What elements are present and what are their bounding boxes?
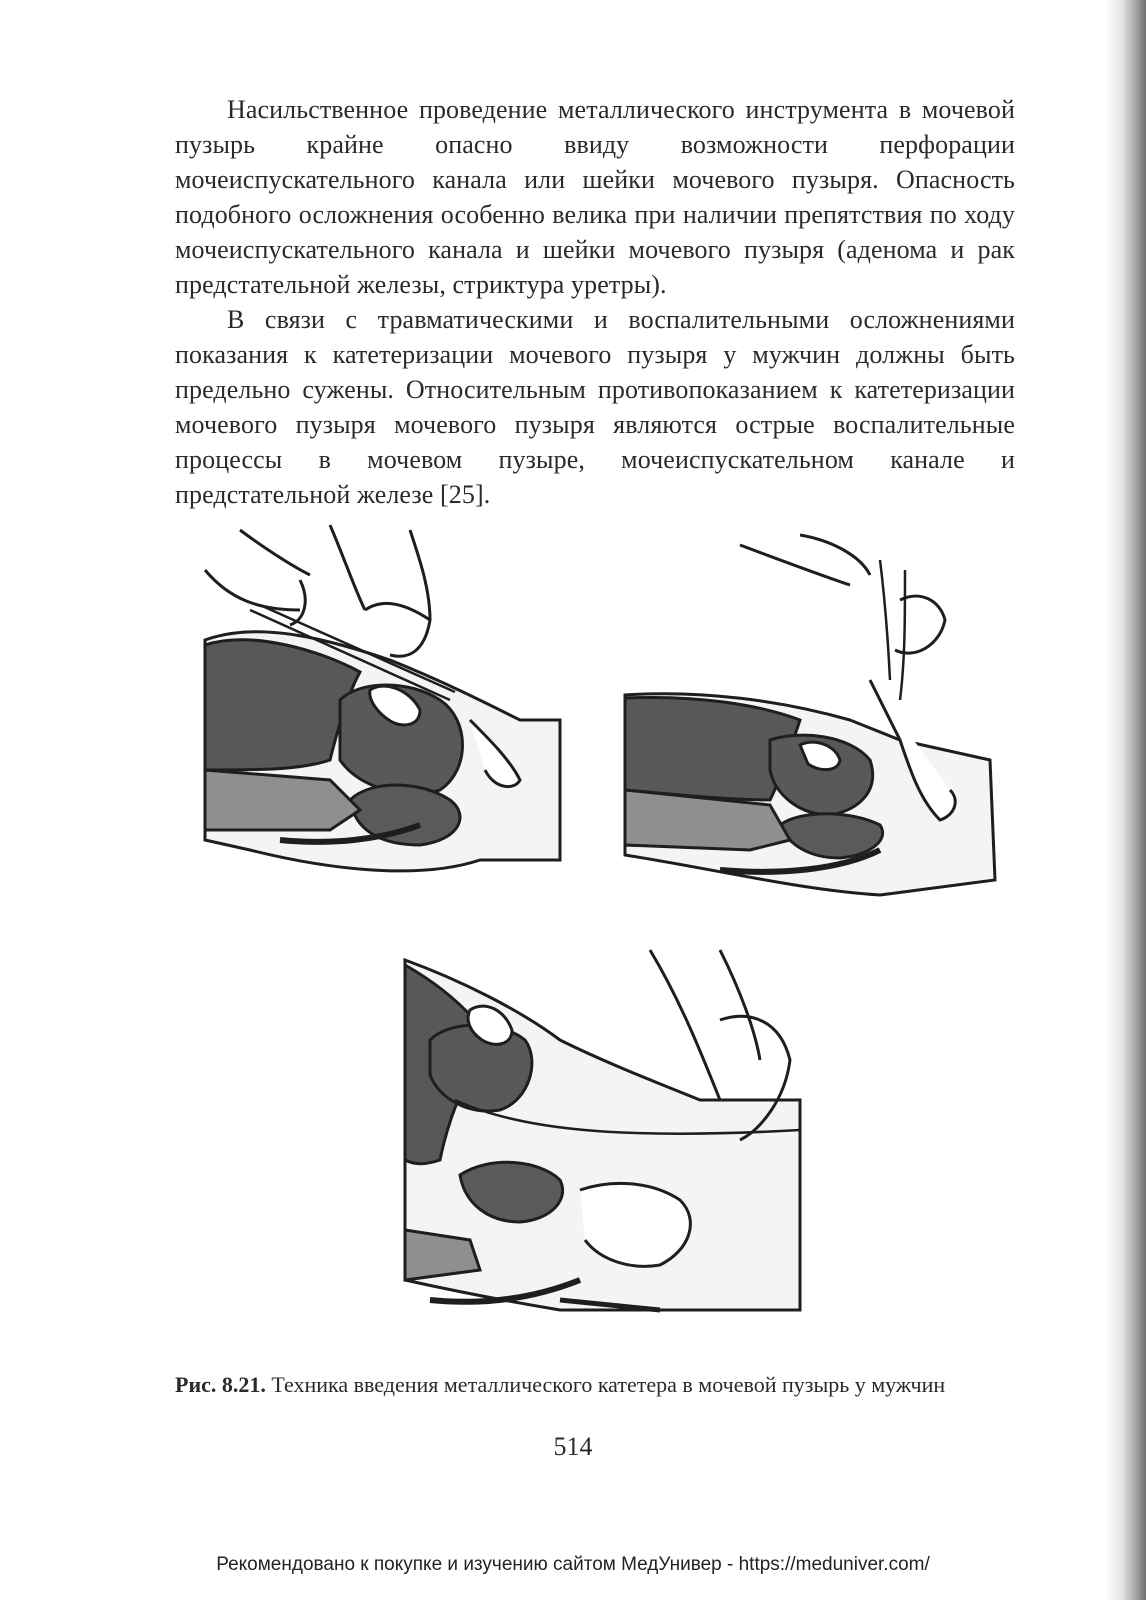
body-text (175, 92, 1015, 512)
page-number: 514 (553, 1432, 593, 1461)
figure-panel-2 (625, 535, 995, 895)
figure-caption-label: Рис. 8.21. (175, 1372, 266, 1397)
figure-panel-3 (405, 950, 800, 1310)
figure-panel-1 (205, 525, 560, 871)
figure-caption-text: Техника введения металлического катетера в мочевой пузырь у мужчин (265, 1372, 946, 1397)
figure-caption (175, 1370, 1020, 1400)
paragraph-2: В связи с травматическими и воспалительными осложнениями показания к катетеризации мочевого пузыря у мужчин должны быть предельно сужены. Относительным противопоказанием к катетеризации мочевого пузыря мочевого пузыря являются острые воспалительные процессы в мочевом пузыре, мочеиспускательном канале и предстательной железе [25]. (175, 305, 1015, 509)
paragraph-1: Насильственное проведение металлического инструмента в мочевой пузырь крайне опасно ввиду возможности перфорации мочеиспускательного канала или шейки мочевого пузыря. Опасность подобного осложнения особенно велика при наличии препятствия по ходу мочеиспускательного канала и шейки мочевого пузыря (аденома и рак предстательной железы, стриктура уретры). (175, 95, 1015, 299)
footer-watermark: Рекомендовано к покупке и изучению сайтом МедУнивер - https://meduniver.com/ (216, 1554, 930, 1575)
page-edge-shadow (1106, 0, 1146, 1600)
